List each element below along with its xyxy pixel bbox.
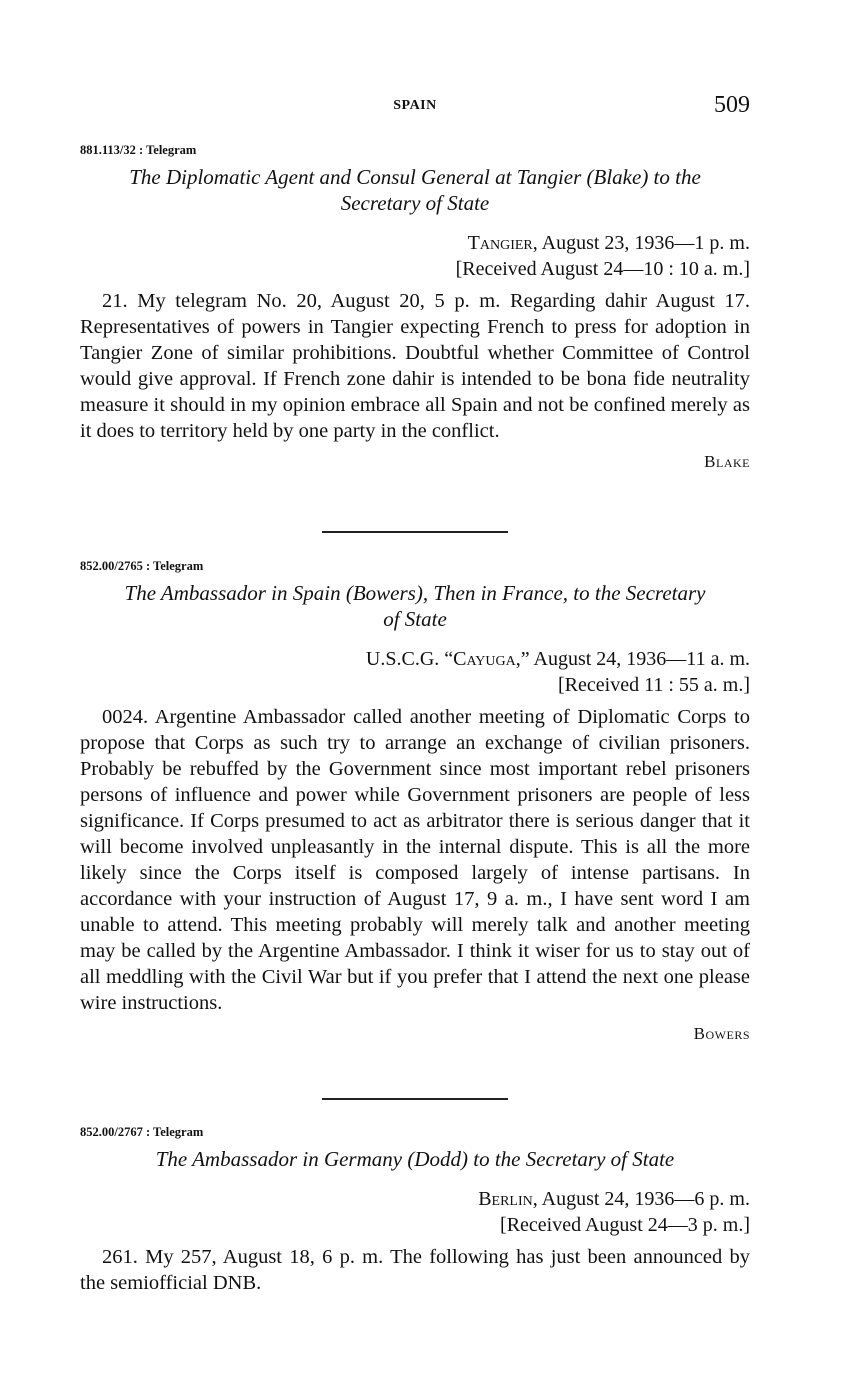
document-title — [80, 1146, 750, 1172]
dateline-date: August 24, 1936—6 p. m. — [537, 1188, 750, 1210]
title-line: The Diplomatic Agent and Consul General at Tangier (Blake) to the — [129, 165, 701, 189]
running-head: SPAIN — [393, 98, 437, 113]
title-line: The Ambassador in Spain (Bowers), Then in France, to the Secretary — [124, 581, 706, 605]
received-note: [Received August 24—3 p. m.] — [500, 1214, 750, 1236]
dateline-place: Berlin, — [478, 1188, 538, 1210]
dateline — [80, 646, 750, 698]
dateline-place: Tangier, — [467, 232, 538, 254]
title-line: Secretary of State — [340, 191, 490, 215]
received-note: [Received August 24—10 : 10 a. m.] — [455, 258, 750, 280]
telegram-3 — [80, 1124, 750, 1296]
document-title — [80, 580, 750, 632]
page-number: 509 — [714, 92, 750, 118]
page-header — [80, 92, 750, 124]
title-line: The Ambassador in Germany (Dodd) to the Secretary of State — [155, 1147, 675, 1171]
file-reference: 881.113/32 : Telegram — [80, 143, 197, 157]
title-line: of State — [383, 607, 447, 631]
file-reference: 852.00/2765 : Telegram — [80, 559, 204, 573]
document-title — [80, 164, 750, 216]
signature: Bowers — [693, 1024, 750, 1043]
telegram-2 — [80, 558, 750, 1044]
dateline-place: U.S.C.G. “Cayuga,” — [365, 648, 530, 670]
telegram-body: 0024. Argentine Ambassador called another meeting of Diplomatic Corps to propose that Corps as such try to arrange an exchange of civilian prisoners. Probably be rebuffed by the Government since most important rebel prisoners persons of influence and power while Government prisoners are people of less significance. If Corps presumed to act as arbitrator there is serious danger that it will become involved unpleasantly in the internal dispute. This is all the more likely since the Corps itself is composed largely of intense partisans. In accordance with your instruction of August 17, 9 a. m., I have sent word I am unable to attend. This meeting probably will merely talk and another meeting may be called by the Argentine Ambassador. I think it wiser for us to stay out of all meddling with the Civil War but if you prefer that I attend the next one please wire instructions. — [80, 706, 750, 1014]
received-note: [Received 11 : 55 a. m.] — [558, 674, 750, 696]
dateline — [80, 230, 750, 282]
dateline-date: August 23, 1936—1 p. m. — [537, 232, 750, 254]
section-divider — [322, 1098, 508, 1100]
signature: Blake — [704, 452, 750, 471]
telegram-body: 261. My 257, August 18, 6 p. m. The following has just been announced by the semiofficial DNB. — [80, 1246, 750, 1294]
dateline-date: August 24, 1936—11 a. m. — [529, 648, 750, 670]
telegram-body: 21. My telegram No. 20, August 20, 5 p. m. Regarding dahir August 17. Representatives of powers in Tangier expecting French to press for adoption in Tangier Zone of similar prohibitions. Doubtful whether Committee of Control would give approval. If French zone dahir is intended to be bona fide neutrality measure it should in my opinion embrace all Spain and not be confined merely as it does to territory held by one party in the conflict. — [80, 290, 750, 442]
section-divider — [322, 531, 508, 533]
dateline — [80, 1186, 750, 1238]
file-reference: 852.00/2767 : Telegram — [80, 1125, 204, 1139]
telegram-1 — [80, 142, 750, 472]
